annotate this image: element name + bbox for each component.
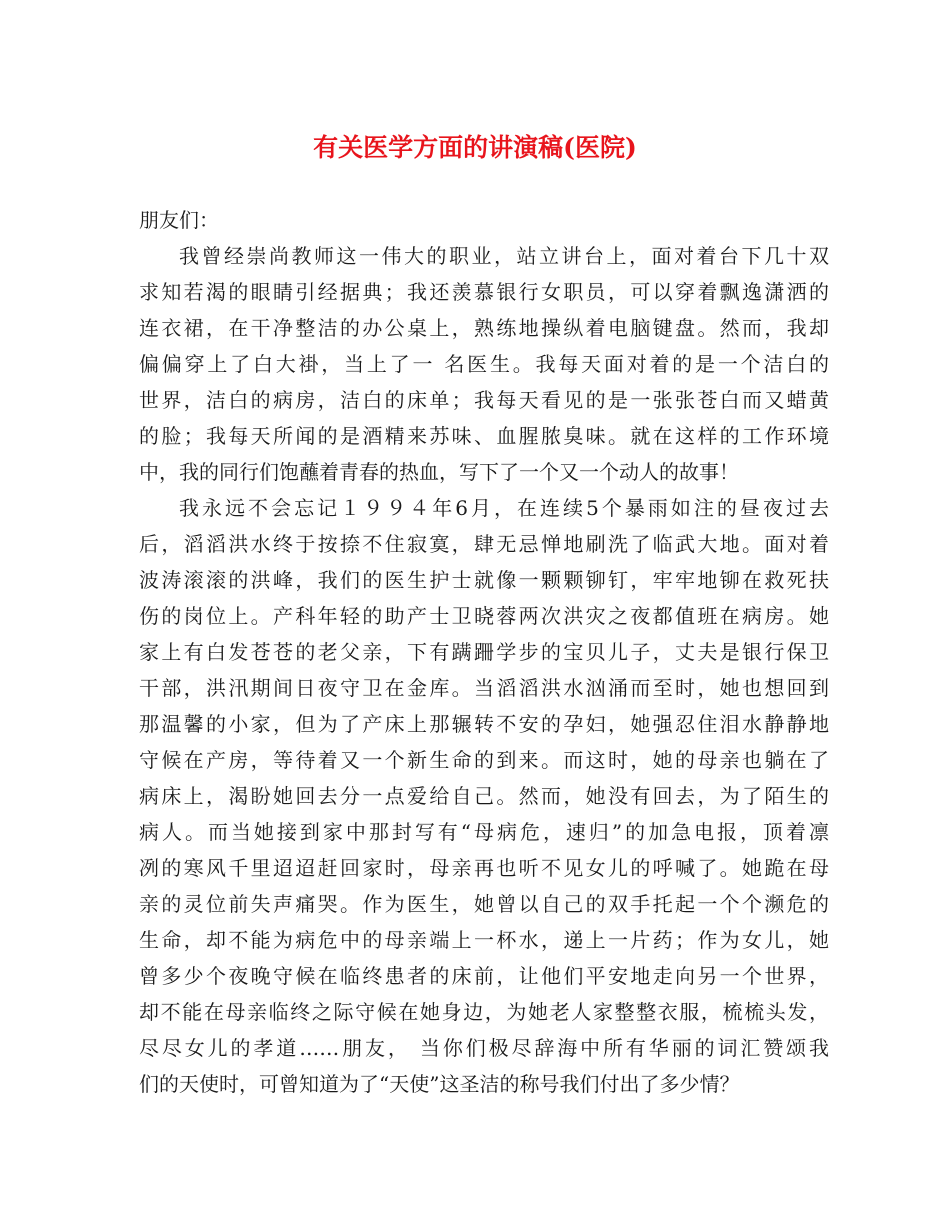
body-text-line: 病人。而当她接到家中那封写有“母病危，速归”的加急电报，顶着凛 <box>139 820 829 844</box>
body-text-line: 亲的灵位前失声痛哭。作为医生，她曾以自己的双手托起一个个濒危的 <box>139 892 829 916</box>
document-body <box>139 202 829 1102</box>
body-text-line: 后，滔滔洪水终于按捺不住寂寞，肆无忌惮地刷洗了临武大地。面对着 <box>139 532 829 556</box>
greeting-line: 朋友们： <box>139 208 219 232</box>
body-text-line: 的脸；我每天所闻的是酒精来苏味、血腥脓臭味。就在这样的工作环境 <box>139 424 829 448</box>
body-text-line: 偏偏穿上了白大褂，当上了一 名医生。我每天面对着的是一个洁白的 <box>139 352 829 376</box>
body-text-line: 尽尽女儿的孝道……朋友， 当你们极尽辞海中所有华丽的词汇赞颂我 <box>139 1036 829 1060</box>
body-text-line: 生命，却不能为病危中的母亲端上一杯水，递上一片药；作为女儿，她 <box>139 928 829 952</box>
body-text-line: 守候在产房，等待着又一个新生命的到来。而这时，她的母亲也躺在了 <box>139 748 829 772</box>
body-text-line: 我曾经崇尚教师这一伟大的职业，站立讲台上，面对着台下几十双 <box>179 244 829 268</box>
body-text-line: 曾多少个夜晚守候在临终患者的床前，让他们平安地走向另一个世界， <box>139 964 829 988</box>
body-text-line: 病床上，渴盼她回去分一点爱给自己。然而，她没有回去，为了陌生的 <box>139 784 829 808</box>
body-text-line: 却不能在母亲临终之际守候在她身边，为她老人家整整衣服，梳梳头发， <box>139 1000 829 1024</box>
body-text-line: 求知若渴的眼睛引经据典；我还羡慕银行女职员，可以穿着飘逸潇洒的 <box>139 280 829 304</box>
body-text-line: 冽的寒风千里迢迢赶回家时，母亲再也听不见女儿的呼喊了。她跪在母 <box>139 856 829 880</box>
body-text-line: 中，我的同行们饱蘸着青春的热血，写下了一个又一个动人的故事！ <box>139 460 739 484</box>
body-text-line: 们的天使时，可曾知道为了“天使”这圣洁的称号我们付出了多少情？ <box>139 1072 740 1096</box>
body-text-line: 伤的岗位上。产科年轻的助产士卫晓蓉两次洪灾之夜都值班在病房。她 <box>139 604 829 628</box>
body-text-line: 干部，洪汛期间日夜守卫在金库。当滔滔洪水汹涌而至时，她也想回到 <box>139 676 829 700</box>
body-text-line: 连衣裙，在干净整洁的办公桌上，熟练地操纵着电脑键盘。然而，我却 <box>139 316 829 340</box>
body-text-line: 我永远不会忘记１９９４年6月，在连续5个暴雨如注的昼夜过去 <box>179 496 829 520</box>
document-title: 有关医学方面的讲演稿(医院) <box>313 133 637 162</box>
body-text-line: 波涛滚滚的洪峰，我们的医生护士就像一颗颗铆钉，牢牢地铆在救死扶 <box>139 568 829 592</box>
body-text-line: 家上有白发苍苍的老父亲，下有蹒跚学步的宝贝儿子，丈夫是银行保卫 <box>139 640 829 664</box>
body-text-line: 世界，洁白的病房，洁白的床单；我每天看见的是一张张苍白而又蜡黄 <box>139 388 829 412</box>
body-text-line: 那温馨的小家，但为了产床上那辗转不安的孕妇，她强忍住泪水静静地 <box>139 712 829 736</box>
